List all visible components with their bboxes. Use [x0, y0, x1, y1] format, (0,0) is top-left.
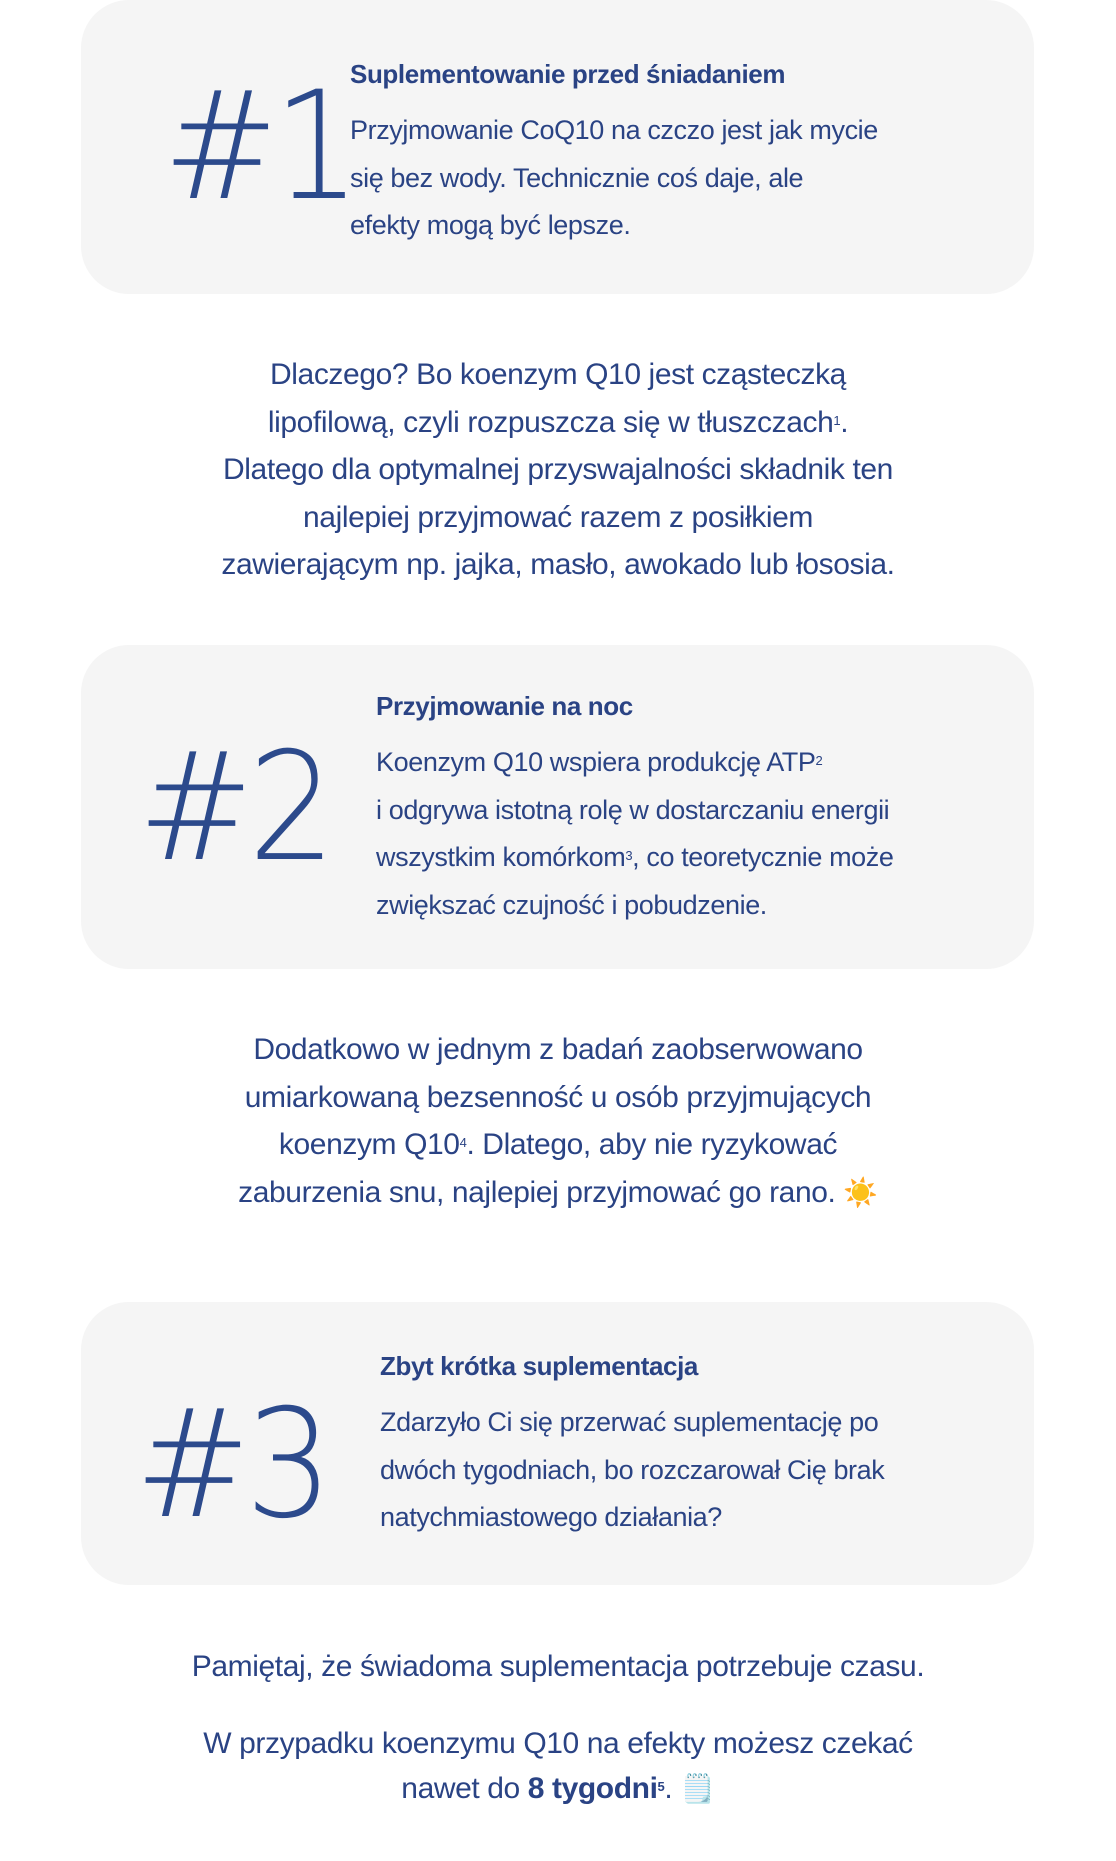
tip-number: #2: [138, 721, 331, 895]
text-line: W przypadku koenzymu Q10 na efekty możesz czekać: [203, 1727, 913, 1760]
footnote-ref: 2: [815, 753, 823, 768]
tip-body-line: i odgrywa istotną rolę w dostarczaniu energii: [376, 794, 890, 825]
text: nawet do: [401, 1772, 528, 1805]
tip-body: [376, 739, 894, 929]
tip-card-2: [81, 645, 1034, 969]
tip-card-1: [81, 0, 1034, 294]
text: .: [664, 1772, 673, 1805]
text-line: [0, 1121, 1116, 1169]
tip-body-line: zwiększać czujność i pobudzenie.: [376, 889, 767, 920]
text: .: [840, 405, 849, 439]
text: . Dlatego, aby nie ryzykować: [466, 1128, 838, 1161]
tip-title: Suplementowanie przed śniadaniem: [350, 59, 786, 89]
footnote-ref: 1: [833, 412, 841, 428]
tip-body-line: Przyjmowanie CoQ10 na czczo jest jak mycie: [350, 115, 878, 145]
text-line: Dlaczego? Bo koenzym Q10 jest cząsteczką: [270, 358, 846, 391]
tip-body-line: dwóch tygodniach, bo rozczarował Cię brak: [380, 1454, 885, 1485]
tip-title: Zbyt krótka suplementacja: [380, 1351, 698, 1381]
sun-icon: ☀️: [843, 1176, 878, 1208]
explanation-paragraph-2: [0, 1026, 1116, 1216]
footnote-ref: 4: [459, 1135, 467, 1150]
tip-card-3: [81, 1302, 1034, 1585]
text-line: umiarkowaną bezsenność u osób przyjmujących: [244, 1080, 872, 1114]
text: Koenzym Q10 wspiera produkcję ATP: [376, 747, 816, 777]
explanation-paragraph-1: [0, 351, 1116, 589]
text-line: Dodatkowo w jednym z badań zaobserwowano: [253, 1033, 863, 1066]
text: wszystkim komórkom: [376, 842, 626, 872]
text-line: [0, 399, 1116, 447]
tip-body: [350, 107, 878, 250]
tip-body-line: [376, 739, 894, 787]
text-line: Dlatego dla optymalnej przyswajalności składnik ten: [223, 453, 893, 486]
footnote-ref: 3: [625, 848, 633, 863]
text-line: [0, 1766, 1116, 1811]
text: koenzym Q10: [278, 1128, 460, 1161]
emphasis: 8 tygodni: [527, 1772, 658, 1805]
tip-body-line: Zdarzyło Ci się przerwać suplementację po: [380, 1407, 879, 1437]
text-line: zawierającym np. jajka, masło, awokado lub łososia.: [221, 548, 895, 581]
tip-number: #3: [135, 1378, 328, 1552]
reminder-paragraph: Pamiętaj, że świadoma suplementacja potrzebuje czasu.: [191, 1650, 925, 1683]
text-line: [0, 1169, 1116, 1217]
duration-paragraph: [0, 1721, 1116, 1811]
tip-body-line: [376, 834, 894, 882]
tip-title: Przyjmowanie na noc: [376, 691, 633, 721]
tip-number: #1: [163, 60, 356, 234]
text: , co teoretycznie może: [632, 842, 894, 872]
tip-body-line: się bez wody. Technicznie coś daje, ale: [350, 162, 804, 193]
tip-body-line: natychmiastowego działania?: [380, 1502, 722, 1532]
footnote-ref: 5: [657, 1779, 665, 1794]
tip-body-line: efekty mogą być lepsze.: [350, 210, 631, 240]
text-line: najlepiej przyjmować razem z posiłkiem: [303, 500, 813, 534]
text: zaburzenia snu, najlepiej przyjmować go rano.: [238, 1175, 836, 1209]
tip-body: [380, 1399, 884, 1542]
text: lipofilową, czyli rozpuszcza się w tłuszczach: [267, 405, 834, 439]
notepad-icon: 🗒️: [680, 1773, 715, 1804]
